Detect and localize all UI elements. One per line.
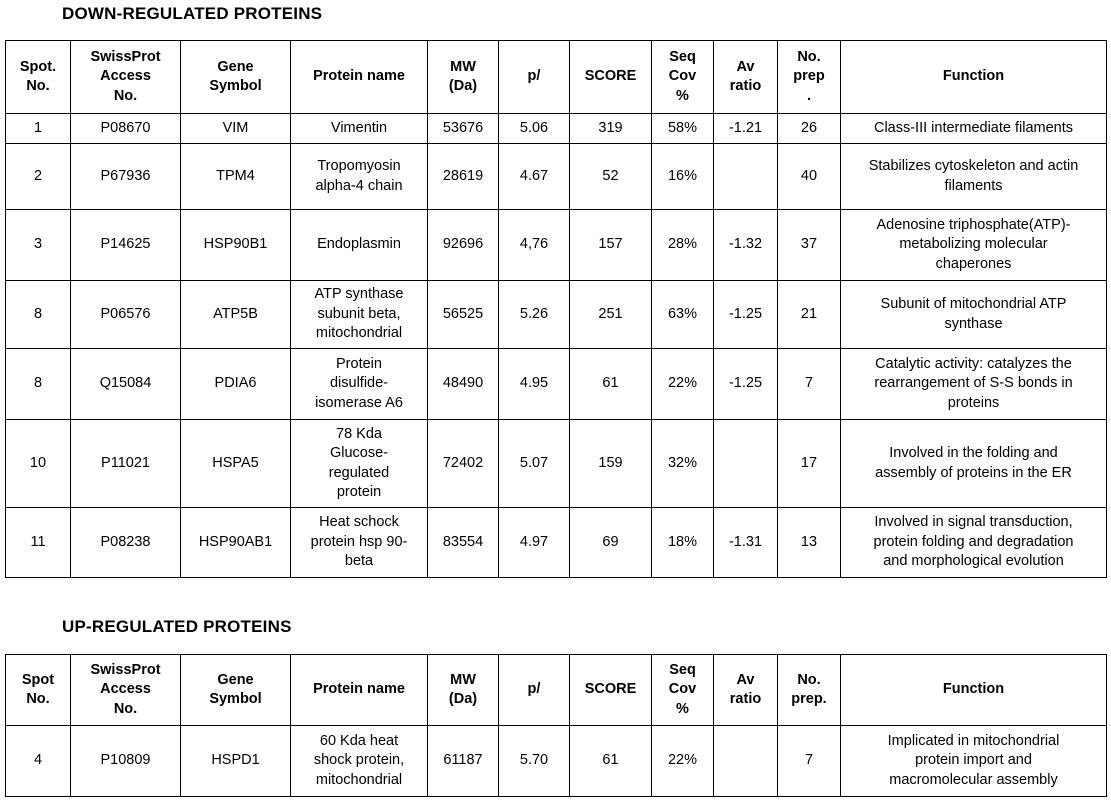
table-row bbox=[6, 114, 1107, 144]
cell-function: Involved in signal transduction, protein folding and degradation and morphological evolution bbox=[841, 508, 1107, 578]
cell-spot-no: 8 bbox=[6, 349, 71, 420]
cell-mw: 56525 bbox=[428, 281, 499, 349]
down-regulated-table bbox=[5, 40, 1107, 578]
cell-mw: 53676 bbox=[428, 114, 499, 144]
cell-protein-name: ATP synthase subunit beta, mitochondrial bbox=[291, 281, 428, 349]
cell-no-prep: 26 bbox=[778, 114, 841, 144]
cell-seq-cov: 22% bbox=[652, 726, 714, 797]
header-av-ratio: Av ratio bbox=[714, 41, 778, 114]
table-row bbox=[6, 508, 1107, 578]
cell-seq-cov: 22% bbox=[652, 349, 714, 420]
header-score: SCORE bbox=[570, 655, 652, 726]
cell-av-ratio bbox=[714, 420, 778, 508]
cell-no-prep: 40 bbox=[778, 144, 841, 210]
cell-score: 61 bbox=[570, 726, 652, 797]
cell-spot-no: 2 bbox=[6, 144, 71, 210]
cell-function: Adenosine triphosphate(ATP)- metabolizing molecular chaperones bbox=[841, 210, 1107, 281]
cell-mw: 72402 bbox=[428, 420, 499, 508]
header-gene-symbol: Gene Symbol bbox=[181, 655, 291, 726]
cell-gene-symbol: HSPD1 bbox=[181, 726, 291, 797]
cell-swissprot-access-no: P06576 bbox=[71, 281, 181, 349]
cell-score: 69 bbox=[570, 508, 652, 578]
cell-protein-name: Protein disulfide- isomerase A6 bbox=[291, 349, 428, 420]
cell-swissprot-access-no: P08238 bbox=[71, 508, 181, 578]
cell-pi: 4.67 bbox=[499, 144, 570, 210]
cell-gene-symbol: PDIA6 bbox=[181, 349, 291, 420]
table-row bbox=[6, 349, 1107, 420]
cell-spot-no: 4 bbox=[6, 726, 71, 797]
table-row bbox=[6, 420, 1107, 508]
header-gene-symbol: Gene Symbol bbox=[181, 41, 291, 114]
cell-function: Implicated in mitochondrial protein import and macromolecular assembly bbox=[841, 726, 1107, 797]
cell-swissprot-access-no: P14625 bbox=[71, 210, 181, 281]
table-row bbox=[6, 726, 1107, 797]
cell-protein-name: Endoplasmin bbox=[291, 210, 428, 281]
cell-no-prep: 13 bbox=[778, 508, 841, 578]
cell-spot-no: 8 bbox=[6, 281, 71, 349]
cell-pi: 5.70 bbox=[499, 726, 570, 797]
cell-av-ratio: -1.21 bbox=[714, 114, 778, 144]
cell-swissprot-access-no: Q15084 bbox=[71, 349, 181, 420]
header-spot-no: Spot No. bbox=[6, 655, 71, 726]
up-regulated-title: UP-REGULATED PROTEINS bbox=[62, 617, 292, 636]
cell-mw: 61187 bbox=[428, 726, 499, 797]
cell-av-ratio: -1.25 bbox=[714, 349, 778, 420]
cell-av-ratio bbox=[714, 144, 778, 210]
cell-protein-name: Vimentin bbox=[291, 114, 428, 144]
up-regulated-table bbox=[5, 654, 1107, 797]
cell-pi: 5.07 bbox=[499, 420, 570, 508]
cell-pi: 4.95 bbox=[499, 349, 570, 420]
cell-seq-cov: 32% bbox=[652, 420, 714, 508]
header-mw: MW (Da) bbox=[428, 41, 499, 114]
cell-gene-symbol: ATP5B bbox=[181, 281, 291, 349]
cell-score: 159 bbox=[570, 420, 652, 508]
header-no-prep: No. prep. bbox=[778, 655, 841, 726]
cell-score: 61 bbox=[570, 349, 652, 420]
cell-seq-cov: 16% bbox=[652, 144, 714, 210]
cell-function: Subunit of mitochondrial ATP synthase bbox=[841, 281, 1107, 349]
table-row bbox=[6, 144, 1107, 210]
header-function: Function bbox=[841, 655, 1107, 726]
cell-function: Class-III intermediate filaments bbox=[841, 114, 1107, 144]
header-spot-no: Spot. No. bbox=[6, 41, 71, 114]
cell-pi: 4.97 bbox=[499, 508, 570, 578]
cell-score: 157 bbox=[570, 210, 652, 281]
cell-gene-symbol: HSP90AB1 bbox=[181, 508, 291, 578]
header-pi: p/ bbox=[499, 41, 570, 114]
header-mw: MW (Da) bbox=[428, 655, 499, 726]
header-protein-name: Protein name bbox=[291, 41, 428, 114]
cell-gene-symbol: HSPA5 bbox=[181, 420, 291, 508]
header-protein-name: Protein name bbox=[291, 655, 428, 726]
cell-av-ratio: -1.32 bbox=[714, 210, 778, 281]
cell-protein-name: Tropomyosin alpha-4 chain bbox=[291, 144, 428, 210]
cell-seq-cov: 28% bbox=[652, 210, 714, 281]
cell-av-ratio: -1.31 bbox=[714, 508, 778, 578]
cell-av-ratio: -1.25 bbox=[714, 281, 778, 349]
cell-mw: 28619 bbox=[428, 144, 499, 210]
header-no-prep: No. prep . bbox=[778, 41, 841, 114]
cell-function: Stabilizes cytoskeleton and actin filaments bbox=[841, 144, 1107, 210]
header-seq-cov: Seq Cov % bbox=[652, 655, 714, 726]
cell-pi: 4,76 bbox=[499, 210, 570, 281]
cell-gene-symbol: TPM4 bbox=[181, 144, 291, 210]
cell-mw: 83554 bbox=[428, 508, 499, 578]
cell-protein-name: Heat schock protein hsp 90- beta bbox=[291, 508, 428, 578]
cell-gene-symbol: VIM bbox=[181, 114, 291, 144]
cell-spot-no: 1 bbox=[6, 114, 71, 144]
cell-protein-name: 78 Kda Glucose- regulated protein bbox=[291, 420, 428, 508]
header-seq-cov: Seq Cov % bbox=[652, 41, 714, 114]
cell-score: 52 bbox=[570, 144, 652, 210]
header-function: Function bbox=[841, 41, 1107, 114]
up-header-row bbox=[6, 655, 1107, 726]
cell-score: 319 bbox=[570, 114, 652, 144]
cell-score: 251 bbox=[570, 281, 652, 349]
cell-spot-no: 3 bbox=[6, 210, 71, 281]
header-swissprot-access-no: SwissProt Access No. bbox=[71, 41, 181, 114]
cell-protein-name: 60 Kda heat shock protein, mitochondrial bbox=[291, 726, 428, 797]
cell-no-prep: 21 bbox=[778, 281, 841, 349]
cell-swissprot-access-no: P11021 bbox=[71, 420, 181, 508]
cell-function: Involved in the folding and assembly of proteins in the ER bbox=[841, 420, 1107, 508]
cell-no-prep: 7 bbox=[778, 726, 841, 797]
cell-mw: 48490 bbox=[428, 349, 499, 420]
cell-mw: 92696 bbox=[428, 210, 499, 281]
cell-no-prep: 17 bbox=[778, 420, 841, 508]
cell-seq-cov: 63% bbox=[652, 281, 714, 349]
down-header-row bbox=[6, 41, 1107, 114]
cell-spot-no: 10 bbox=[6, 420, 71, 508]
cell-no-prep: 7 bbox=[778, 349, 841, 420]
cell-pi: 5.06 bbox=[499, 114, 570, 144]
cell-av-ratio bbox=[714, 726, 778, 797]
table-row bbox=[6, 281, 1107, 349]
header-swissprot-access-no: SwissProt Access No. bbox=[71, 655, 181, 726]
cell-swissprot-access-no: P10809 bbox=[71, 726, 181, 797]
header-score: SCORE bbox=[570, 41, 652, 114]
cell-no-prep: 37 bbox=[778, 210, 841, 281]
down-regulated-title: DOWN-REGULATED PROTEINS bbox=[62, 4, 323, 23]
cell-seq-cov: 18% bbox=[652, 508, 714, 578]
cell-spot-no: 11 bbox=[6, 508, 71, 578]
cell-gene-symbol: HSP90B1 bbox=[181, 210, 291, 281]
cell-seq-cov: 58% bbox=[652, 114, 714, 144]
cell-swissprot-access-no: P08670 bbox=[71, 114, 181, 144]
cell-function: Catalytic activity: catalyzes the rearrangement of S-S bonds in proteins bbox=[841, 349, 1107, 420]
cell-pi: 5.26 bbox=[499, 281, 570, 349]
cell-swissprot-access-no: P67936 bbox=[71, 144, 181, 210]
header-pi: p/ bbox=[499, 655, 570, 726]
header-av-ratio: Av ratio bbox=[714, 655, 778, 726]
table-row bbox=[6, 210, 1107, 281]
